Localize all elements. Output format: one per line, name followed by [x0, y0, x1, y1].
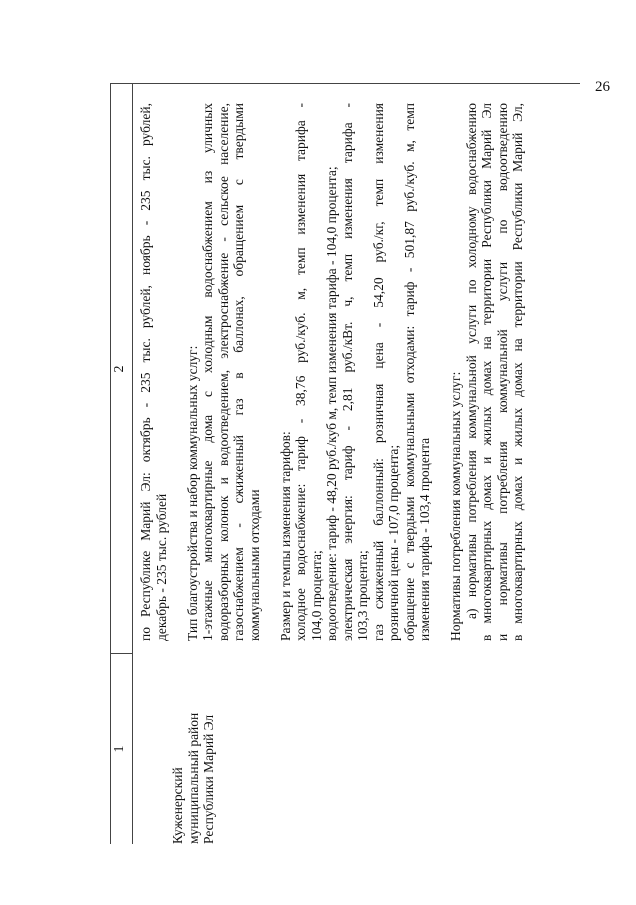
- rotated-table: [110, 84, 580, 844]
- norms-line: Нормативы потребления коммунальных услуг:: [448, 371, 463, 641]
- table-right-border: [110, 83, 580, 84]
- services-line: водоразборных колонок и водоотведением, электроснабжение - сельское население,: [215, 103, 231, 641]
- page-number: 26: [595, 79, 610, 95]
- norms-line: а) нормативы потребления коммунальной услуги по холодному водоснабжению: [463, 103, 479, 619]
- table-top-border: [110, 84, 111, 844]
- norms-line: и нормативы потребления коммунальной услуги по водоотведению: [494, 103, 510, 641]
- tariffs-line: газ сжиженный баллонный: розничная цена - 54,20 руб./кг, темп изменения: [370, 103, 386, 641]
- intro-line: по Республике Марий Эл: октябрь - 235 тыс. рублей, ноябрь - 235 тыс. рублей,: [138, 103, 153, 641]
- tariffs-line: изменения тарифа - 103,4 процента: [417, 437, 432, 641]
- services-line: коммунальными отходами: [246, 489, 262, 641]
- services-line: газоснабжением - сжиженный газ в баллонах, обращением с твердыми: [231, 103, 246, 641]
- tariffs-line: холодное водоснабжение: тариф - 38,76 руб./куб. м, темп изменения тарифа -: [293, 103, 308, 641]
- tariffs-line: электрическая энергия: тариф - 2,81 руб./кВт. ч, темп изменения тарифа -: [339, 103, 355, 641]
- tariffs-line: розничной цены - 107,0 процента;: [386, 444, 401, 641]
- tariffs-line: водоотведение: тариф - 48,20 руб./куб м, темп изменения тарифа - 104,0 процента;: [324, 166, 339, 641]
- tariffs-line: Размер и темпы изменения тарифов:: [277, 431, 293, 641]
- district-line: муниципальный район: [185, 712, 201, 844]
- header-bottom-border: [132, 84, 133, 844]
- column-number-2: 2: [112, 365, 127, 373]
- norms-line: в многоквартирных домах и жилых домах на территории Республики Марий Эл,: [510, 103, 525, 641]
- column-number-1: 1: [112, 745, 127, 753]
- district-line: Республики Марий Эл: [201, 714, 216, 844]
- norms-line: в многоквартирных домах и жилых домах на территории Республики Марий Эл: [479, 103, 494, 641]
- district-name: [170, 664, 217, 844]
- content-cell: [138, 103, 526, 641]
- district-line: Куженерский: [170, 767, 185, 844]
- tariffs-line: 103,3 процента;: [355, 550, 370, 641]
- tariffs-line: обращение с твердыми коммунальными отходами: тариф - 501,87 руб./куб. м, темп: [401, 103, 417, 641]
- services-line: Тип благоустройства и набор коммунальных услуг:: [184, 345, 200, 641]
- intro-line: декабрь - 235 тыс. рублей: [153, 493, 169, 641]
- tariffs-line: 104,0 процента;: [308, 550, 324, 641]
- services-line: 1-этажные многоквартирные дома с холодным водоснабжением из уличных: [200, 103, 215, 641]
